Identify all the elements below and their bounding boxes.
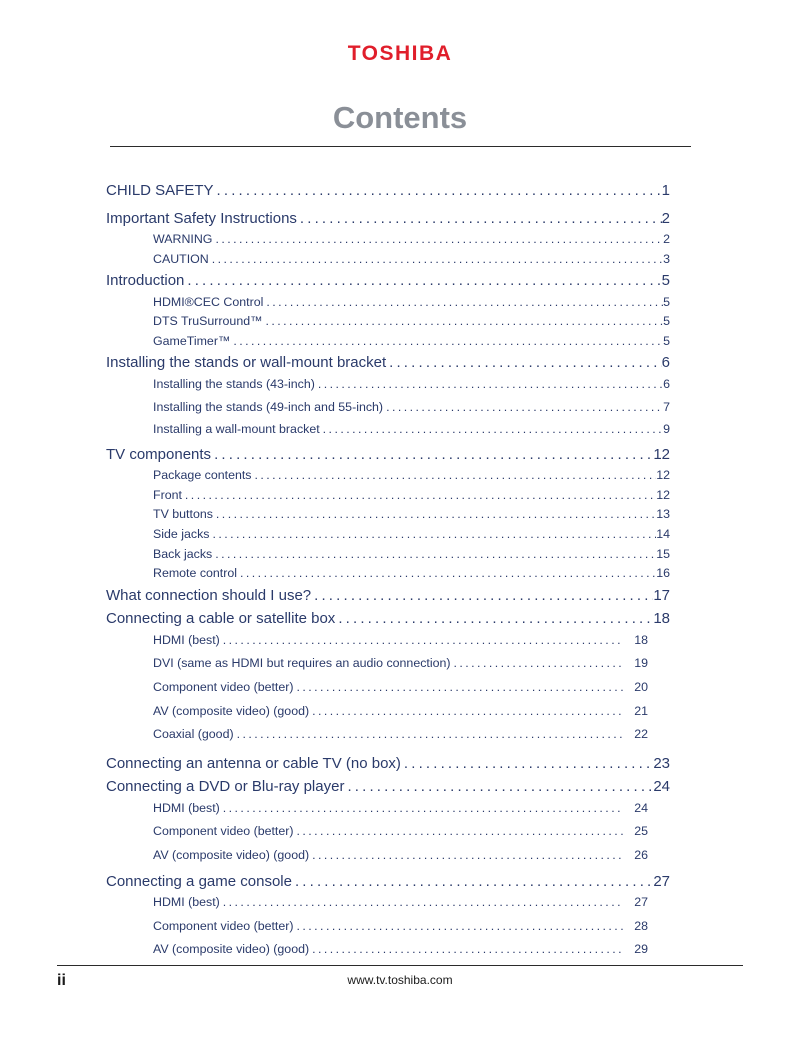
toc-page-number: 25 (634, 824, 648, 839)
toc-entry-label: TV buttons (153, 507, 213, 522)
toc-page-number: 6 (663, 376, 670, 391)
toc-subsection-entry[interactable] (106, 564, 670, 584)
toc-page-number: 5 (661, 272, 670, 290)
toc-dot-leader (182, 486, 656, 506)
toc-dot-leader (213, 505, 656, 525)
toc-subsection-entry[interactable] (106, 678, 648, 698)
toc-dot-leader (309, 702, 624, 722)
toc-page-number: 1 (661, 182, 670, 199)
toc-section-entry[interactable] (106, 179, 670, 203)
toc-page-number: 2 (661, 209, 670, 227)
toc-entry-label: AV (composite video) (good) (153, 942, 310, 957)
toc-page-number: 24 (634, 800, 648, 815)
toc-entry-label: Front (153, 487, 182, 502)
toc-entry-label: TV components (106, 445, 212, 463)
toc-page-number: 19 (634, 656, 648, 671)
toc-page-number: 14 (656, 527, 670, 542)
toc-page-number: 24 (653, 778, 670, 796)
page-title: Contents (332, 100, 468, 135)
toc-subsection-entry[interactable] (106, 702, 648, 722)
toc-page-number: 18 (634, 632, 648, 647)
toc-subsection-entry[interactable] (106, 466, 670, 486)
toc-section-entry[interactable] (106, 584, 670, 608)
table-of-contents (106, 179, 670, 960)
toc-page-number: 23 (653, 754, 670, 772)
toc-dot-leader (294, 678, 624, 698)
toc-page-number: 20 (634, 680, 648, 694)
toc-page-number: 5 (663, 333, 670, 348)
toc-page-number: 7 (663, 399, 670, 414)
toc-page-number: 3 (663, 251, 670, 266)
toc-section-entry[interactable] (106, 269, 670, 293)
toc-dot-leader (212, 545, 656, 565)
toc-dot-leader (263, 293, 663, 313)
toc-subsection-entry[interactable] (106, 940, 648, 960)
toc-subsection-entry[interactable] (106, 525, 670, 545)
toc-subsection-entry[interactable] (106, 420, 670, 440)
toc-entry-label: Connecting a cable or satellite box (106, 610, 336, 628)
toc-subsection-entry[interactable] (106, 505, 670, 525)
toc-subsection-entry[interactable] (106, 846, 648, 866)
toc-subsection-entry[interactable] (106, 230, 670, 250)
toc-dot-leader (383, 398, 663, 418)
toc-dot-leader (401, 752, 653, 776)
toc-entry-label: Component video (better) (153, 824, 294, 839)
toc-dot-leader (230, 332, 663, 352)
toc-section-entry[interactable] (106, 351, 670, 375)
toc-dot-leader (335, 607, 653, 631)
toc-dot-leader (211, 443, 653, 467)
toc-entry-label: WARNING (153, 232, 213, 246)
toc-subsection-entry[interactable] (106, 486, 670, 506)
toc-page-number: 16 (656, 566, 670, 581)
toc-entry-label: Coaxial (good) (153, 727, 234, 742)
toc-dot-leader (309, 940, 624, 960)
toc-dot-leader (209, 250, 663, 270)
toc-dot-leader (214, 179, 662, 203)
toc-entry-label: HDMI (best) (153, 800, 220, 815)
toc-subsection-entry[interactable] (106, 312, 670, 332)
toc-subsection-entry[interactable] (106, 822, 648, 842)
toc-dot-leader (263, 312, 664, 332)
toc-entry-label: Connecting an antenna or cable TV (no box) (106, 754, 401, 772)
toc-page-number: 2 (663, 232, 670, 246)
toc-subsection-entry[interactable] (106, 332, 670, 352)
toc-entry-label: Installing a wall-mount bracket (153, 422, 320, 437)
toc-entry-label: Package contents (153, 468, 252, 483)
toc-section-entry[interactable] (106, 607, 670, 631)
toc-section-entry[interactable] (106, 207, 670, 231)
page-number: ii (57, 972, 66, 989)
toc-dot-leader (386, 351, 662, 375)
toc-page-number: 15 (656, 546, 670, 561)
title-divider (110, 146, 691, 147)
toc-subsection-entry[interactable] (106, 250, 670, 270)
toc-dot-leader (320, 420, 663, 440)
toc-entry-label: Installing the stands or wall-mount bracket (106, 354, 387, 372)
toc-dot-leader (220, 631, 624, 651)
toc-page-number: 5 (663, 314, 670, 329)
toc-entry-label: Installing the stands (49-inch and 55-inch) (153, 399, 384, 414)
toc-subsection-entry[interactable] (106, 293, 670, 313)
toc-entry-label: Installing the stands (43-inch) (153, 376, 315, 391)
toc-dot-leader (234, 725, 624, 745)
toc-subsection-entry[interactable] (106, 917, 648, 937)
toc-entry-label: CHILD SAFETY (106, 182, 214, 199)
toc-entry-label: DTS TruSurround™ (153, 314, 263, 329)
toc-subsection-entry[interactable] (106, 545, 670, 565)
toc-section-entry[interactable] (106, 870, 670, 894)
toc-entry-label: AV (composite video) (good) (153, 703, 310, 718)
toc-entry-label: GameTimer™ (153, 333, 231, 348)
toc-page-number: 26 (634, 847, 648, 862)
toc-page-number: 12 (656, 487, 670, 502)
toc-dot-leader (315, 375, 663, 395)
toc-dot-leader (220, 799, 624, 819)
toc-dot-leader (292, 870, 653, 894)
toc-page-number: 18 (653, 610, 670, 628)
toc-dot-leader (252, 466, 657, 486)
toc-page-number: 13 (656, 507, 670, 522)
toc-section-entry[interactable] (106, 443, 670, 467)
toc-entry-label: DVI (same as HDMI but requires an audio connection) (153, 656, 451, 671)
toc-entry-label: Important Safety Instructions (106, 209, 297, 227)
toc-page-number: 29 (634, 942, 648, 957)
toc-entry-label: What connection should I use? (106, 586, 312, 604)
toc-entry-label: Component video (better) (153, 918, 294, 933)
footer-url-link[interactable]: www.tv.toshiba.com (347, 973, 453, 987)
toc-dot-leader (294, 822, 624, 842)
toc-page-number: 12 (653, 445, 670, 463)
toc-dot-leader (212, 230, 663, 250)
toc-dot-leader (311, 584, 653, 608)
toc-entry-label: Connecting a game console (106, 872, 292, 890)
toc-page-number: 21 (634, 703, 648, 718)
toc-entry-label: Introduction (106, 272, 185, 290)
toc-page-number: 6 (661, 354, 670, 372)
toc-page-number: 5 (663, 294, 670, 309)
toc-subsection-entry[interactable] (106, 398, 670, 418)
toc-section-entry[interactable] (106, 752, 670, 776)
toc-entry-label: Component video (better) (153, 680, 294, 694)
toc-dot-leader (184, 269, 661, 293)
toc-page-number: 9 (663, 422, 670, 437)
toc-dot-leader (309, 846, 624, 866)
toc-subsection-entry[interactable] (106, 725, 648, 745)
toc-entry-label: HDMI®CEC Control (153, 294, 264, 309)
toc-dot-leader (209, 525, 656, 545)
toc-entry-label: Back jacks (153, 546, 213, 561)
toc-subsection-entry[interactable] (106, 893, 648, 913)
toc-page-number: 22 (634, 727, 648, 742)
toc-subsection-entry[interactable] (106, 654, 648, 674)
toc-page-number: 27 (634, 895, 648, 910)
toc-page-number: 28 (634, 918, 648, 933)
toshiba-logo: TOSHIBA (347, 42, 453, 65)
toc-page-number: 12 (656, 468, 670, 483)
toc-dot-leader (237, 564, 656, 584)
toc-entry-label: HDMI (best) (153, 632, 220, 647)
toc-dot-leader (297, 207, 662, 231)
toc-dot-leader (451, 654, 624, 674)
toc-dot-leader (294, 917, 624, 937)
toc-section-entry[interactable] (106, 775, 670, 799)
toc-entry-label: CAUTION (153, 251, 209, 266)
toc-entry-label: Remote control (153, 566, 238, 581)
toc-entry-label: HDMI (best) (153, 895, 220, 910)
footer-divider (57, 965, 743, 966)
toc-subsection-entry[interactable] (106, 799, 648, 819)
toc-dot-leader (344, 775, 653, 799)
toc-entry-label: AV (composite video) (good) (153, 847, 310, 862)
toc-dot-leader (220, 893, 624, 913)
toc-page-number: 27 (653, 872, 670, 890)
toc-page-number: 17 (653, 586, 670, 604)
toc-subsection-entry[interactable] (106, 375, 670, 395)
toc-entry-label: Connecting a DVD or Blu-ray player (106, 778, 345, 796)
toc-entry-label: Side jacks (153, 527, 210, 542)
toc-subsection-entry[interactable] (106, 631, 648, 651)
